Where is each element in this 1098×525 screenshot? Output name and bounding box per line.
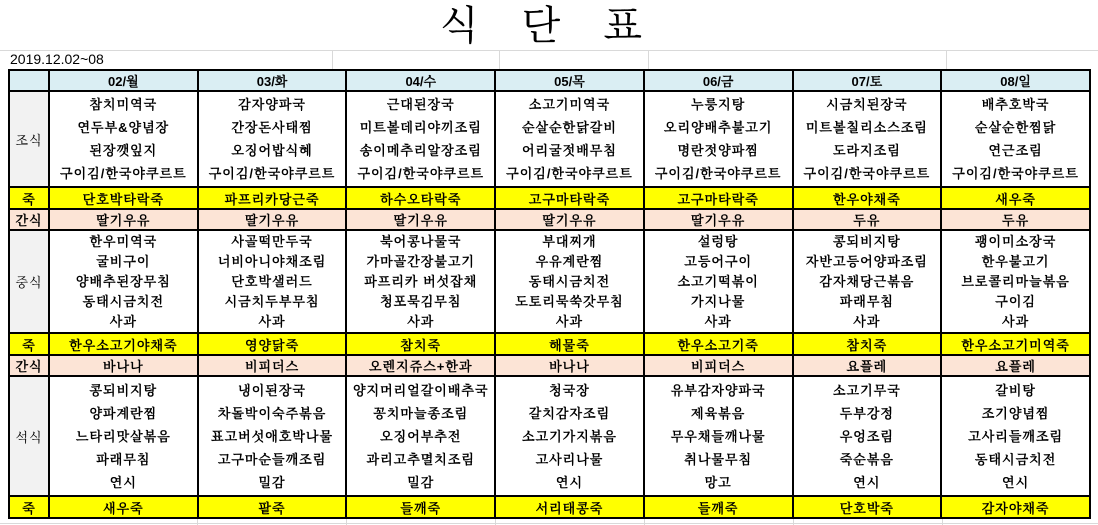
day-header[interactable]: 04/수 [346,70,495,91]
meal-item: 양파계란찜 [89,405,158,421]
meal-item: 시금치된장국 [826,97,908,112]
meal-item: 망고 [704,474,732,490]
meal-item: 순살순한닭갈비 [522,120,617,135]
meal-item: 구이김 [995,293,1036,309]
dinner-cell[interactable] [49,376,198,496]
meal-item: 고사리나물 [535,451,604,467]
day-header[interactable]: 08/일 [941,70,1090,91]
lunch-cell[interactable] [793,230,942,333]
meal-item: 제육볶음 [691,405,746,421]
meal-item: 순살순한찜닭 [974,120,1057,135]
meal-item: 차돌박이숙주볶음 [217,405,327,421]
meal-item: 사과 [258,313,286,329]
spreadsheet-gridline [499,50,500,69]
meal-item: 자반고등어양파조림 [805,253,928,269]
dinner-juk-cell[interactable]: 들깨죽 [346,496,495,518]
breakfast-cell[interactable] [941,91,1090,187]
lunch-snack-cell[interactable]: 비피더스 [644,355,793,376]
meal-item: 우유계란찜 [535,253,604,269]
row-label[interactable]: 간식 [9,209,49,230]
day-header[interactable]: 03/화 [198,70,347,91]
lunch-snack-cell[interactable]: 요플레 [793,355,942,376]
day-header[interactable]: 05/목 [495,70,644,91]
meal-item: 도라지조림 [832,143,901,158]
meal-item: 꽁치마늘종조림 [373,405,469,421]
meal-item: 죽순볶음 [839,451,894,467]
meal-item: 도토리묵쑥갓무침 [515,293,624,309]
meal-item: 시금치두부무침 [224,293,320,309]
meal-item: 밀감 [407,474,435,490]
lunch-juk-cell[interactable]: 영양닭죽 [198,333,347,355]
breakfast-snack-cell[interactable]: 딸기우유 [495,209,644,230]
meal-item: 동태시금치전 [528,273,611,289]
meal-item: 소고기무국 [832,382,901,398]
meal-plan-table [8,69,1091,519]
lunch-juk-row [9,333,1090,355]
breakfast-snack-cell[interactable]: 딸기우유 [49,209,198,230]
lunch-juk-cell[interactable]: 참치죽 [346,333,495,355]
meal-item: 참치미역국 [89,97,158,112]
lunch-juk-cell[interactable]: 참치죽 [793,333,942,355]
meal-item: 콩되비지탕 [89,382,158,398]
lunch-juk-cell[interactable]: 한우소고기죽 [644,333,793,355]
breakfast-juk-cell[interactable]: 한우야채죽 [793,187,942,209]
lunch-juk-cell[interactable]: 한우소고기야채죽 [49,333,198,355]
meal-item: 연시 [555,474,584,490]
day-header[interactable]: 06/금 [644,70,793,91]
lunch-cell[interactable] [49,230,198,333]
breakfast-juk-cell[interactable]: 고구마타락죽 [495,187,644,209]
dinner-juk-cell[interactable]: 단호박죽 [793,496,942,518]
meal-item: 구이김/한국야쿠르트 [208,166,336,181]
meal-item: 연시 [853,474,881,490]
meal-item: 구이김/한국야쿠르트 [506,166,633,181]
meal-item: 사과 [853,313,881,329]
row-label[interactable]: 죽 [9,333,49,355]
meal-item: 사골떡만두국 [231,233,313,249]
meal-item: 냉이된장국 [238,382,306,398]
breakfast-juk-cell[interactable]: 고구마타락죽 [644,187,793,209]
dinner-cell[interactable] [644,376,793,496]
row-label[interactable]: 조식 [9,91,49,187]
meal-item: 가지나물 [691,293,746,309]
meal-item: 유부감자양파국 [670,382,766,398]
lunch-snack-cell[interactable]: 바나나 [49,355,198,376]
breakfast-snack-cell[interactable]: 딸기우유 [198,209,347,230]
dinner-juk-cell[interactable]: 감자야채죽 [941,496,1090,518]
breakfast-cell[interactable] [49,91,198,187]
meal-item: 사과 [109,313,137,329]
meal-item: 소고기미역국 [528,97,611,112]
meal-item: 미트볼데리야끼조림 [359,120,482,135]
breakfast-cell[interactable] [793,91,942,187]
meal-item: 브로콜리마늘볶음 [961,273,1070,289]
meal-item: 두부강정 [839,405,894,421]
meal-item: 가마골간장불고기 [366,253,475,269]
meal-item: 명란젓양파찜 [677,143,759,158]
lunch-snack-row [9,355,1090,376]
meal-item: 고등어구이 [684,253,753,269]
breakfast-juk-cell[interactable]: 파프리카당근죽 [198,187,347,209]
meal-item: 무우채들깨나물 [670,428,766,444]
lunch-juk-cell[interactable]: 한우소고기미역죽 [941,333,1090,355]
meal-item: 과리고추멸치조림 [366,451,475,467]
spreadsheet-gridline [946,50,947,69]
meal-item: 한우미역국 [89,233,158,249]
meal-item: 된장깻잎지 [89,143,158,158]
meal-item: 갈치감자조림 [528,405,611,421]
row-label[interactable]: 죽 [9,187,49,209]
lunch-row [9,230,1090,333]
dinner-juk-cell[interactable]: 들깨죽 [644,496,793,518]
breakfast-juk-row [9,187,1090,209]
date-range[interactable]: 2019.12.02~08 [10,51,104,67]
meal-item: 단호박샐러드 [231,273,313,289]
dinner-cell[interactable] [346,376,495,496]
meal-item: 부대찌개 [542,233,597,249]
breakfast-cell[interactable] [346,91,495,187]
breakfast-snack-row [9,209,1090,230]
lunch-cell[interactable] [198,230,347,333]
breakfast-cell[interactable] [495,91,644,187]
lunch-snack-cell[interactable]: 오렌지쥬스+한과 [346,355,495,376]
meal-item: 감자양파국 [238,97,306,112]
spreadsheet-gridline [0,523,1098,524]
day-header[interactable]: 02/월 [49,70,198,91]
meal-item: 소고기가지볶음 [522,428,617,444]
meal-item: 연두부&양념장 [77,120,170,135]
meal-item: 갈비탕 [995,382,1036,398]
meal-item: 설렁탕 [697,233,739,249]
meal-item: 굴비구이 [96,253,151,269]
meal-item: 너비아니야채조림 [217,253,327,269]
breakfast-row [9,91,1090,187]
dinner-cell[interactable] [198,376,347,496]
meal-item: 동태시금치전 [82,293,165,309]
meal-item: 연시 [109,474,137,490]
meal-item: 양배추된장무침 [75,273,171,289]
dinner-juk-cell[interactable]: 팥죽 [198,496,347,518]
meal-item: 사과 [704,313,732,329]
meal-item: 구이김/한국야쿠르트 [654,166,782,181]
spreadsheet-gridline [332,50,333,69]
breakfast-juk-cell[interactable]: 단호박타락죽 [49,187,198,209]
row-label[interactable]: 석식 [9,376,49,496]
meal-item: 송이메추리알장조림 [359,143,482,158]
breakfast-snack-cell[interactable]: 두유 [941,209,1090,230]
lunch-snack-cell[interactable]: 비피더스 [198,355,347,376]
meal-item: 오징어부추전 [380,428,462,444]
lunch-cell[interactable] [346,230,495,333]
meal-item: 괭이미소장국 [974,233,1057,249]
day-header[interactable]: 07/토 [793,70,942,91]
lunch-cell[interactable] [495,230,644,333]
meal-item: 동태시금치전 [974,451,1057,467]
meal-item: 연근조림 [988,143,1043,158]
spreadsheet-gridline [648,50,649,69]
dinner-juk-cell[interactable]: 새우죽 [49,496,198,518]
breakfast-snack-cell[interactable]: 딸기우유 [346,209,495,230]
lunch-snack-cell[interactable]: 바나나 [495,355,644,376]
meal-item: 소고기떡볶이 [677,273,759,289]
meal-item: 북어콩나물국 [380,233,462,249]
meal-item: 오리양배추불고기 [663,120,773,135]
breakfast-snack-cell[interactable]: 두유 [793,209,942,230]
meal-item: 파래무침 [839,293,894,309]
lunch-cell[interactable] [941,230,1090,333]
breakfast-juk-cell[interactable]: 하수오타락죽 [346,187,495,209]
meal-item: 근대된장국 [386,97,455,112]
meal-item: 어리굴젓배무침 [522,143,617,158]
meal-item: 밀감 [258,474,286,490]
meal-item: 오징어밥식혜 [231,143,313,158]
dinner-juk-cell[interactable]: 서리태콩죽 [495,496,644,518]
meal-item: 사과 [407,313,435,329]
meal-item: 파프리카 버섯잡채 [364,273,478,289]
lunch-snack-cell[interactable]: 요플레 [941,355,1090,376]
meal-item: 고사리들깨조림 [968,428,1064,444]
corner-cell[interactable] [9,70,49,91]
meal-item: 조기양념찜 [981,405,1050,421]
meal-item: 구이김/한국야쿠르트 [357,166,485,181]
dinner-row [9,376,1090,496]
breakfast-juk-cell[interactable]: 새우죽 [941,187,1090,209]
spreadsheet-gridline [0,50,1098,51]
page-title: 식 단 표 [439,4,659,48]
dinner-cell[interactable] [793,376,942,496]
meal-item: 청포묵김무침 [380,293,462,309]
dinner-juk-row [9,496,1090,518]
breakfast-snack-cell[interactable]: 딸기우유 [644,209,793,230]
dinner-cell[interactable] [941,376,1090,496]
lunch-juk-cell[interactable]: 해물죽 [495,333,644,355]
row-label[interactable]: 중식 [9,230,49,333]
breakfast-cell[interactable] [198,91,347,187]
meal-item: 파래무침 [96,451,151,467]
row-label[interactable]: 간식 [9,355,49,376]
day-header-row [9,70,1090,91]
meal-item: 감자채당근볶음 [819,273,915,289]
row-label[interactable]: 죽 [9,496,49,518]
meal-item: 미트볼칠리소스조림 [805,120,928,135]
meal-item: 콩되비지탕 [832,233,901,249]
meal-item: 표고버섯애호박나물 [211,428,334,444]
meal-item: 청국장 [549,382,590,398]
breakfast-cell[interactable] [644,91,793,187]
meal-item: 구이김/한국야쿠르트 [952,166,1079,181]
meal-item: 구이김/한국야쿠르트 [803,166,931,181]
dinner-cell[interactable] [495,376,644,496]
meal-item: 간장돈사태찜 [231,120,313,135]
meal-item: 사과 [555,313,584,329]
meal-item: 배추호박국 [981,97,1050,112]
meal-item: 한우불고기 [981,253,1050,269]
meal-item: 취나물무침 [684,451,753,467]
meal-item: 구이김/한국야쿠르트 [60,166,187,181]
lunch-cell[interactable] [644,230,793,333]
meal-item: 사과 [1002,313,1030,329]
meal-item: 연시 [1002,474,1030,490]
meal-item: 양지머리얼갈이배추국 [352,382,489,398]
meal-item: 누룽지탕 [691,97,746,112]
meal-item: 느타리맛살볶음 [75,428,171,444]
meal-item: 우엉조림 [839,428,894,444]
meal-item: 고구마순들깨조림 [217,451,327,467]
